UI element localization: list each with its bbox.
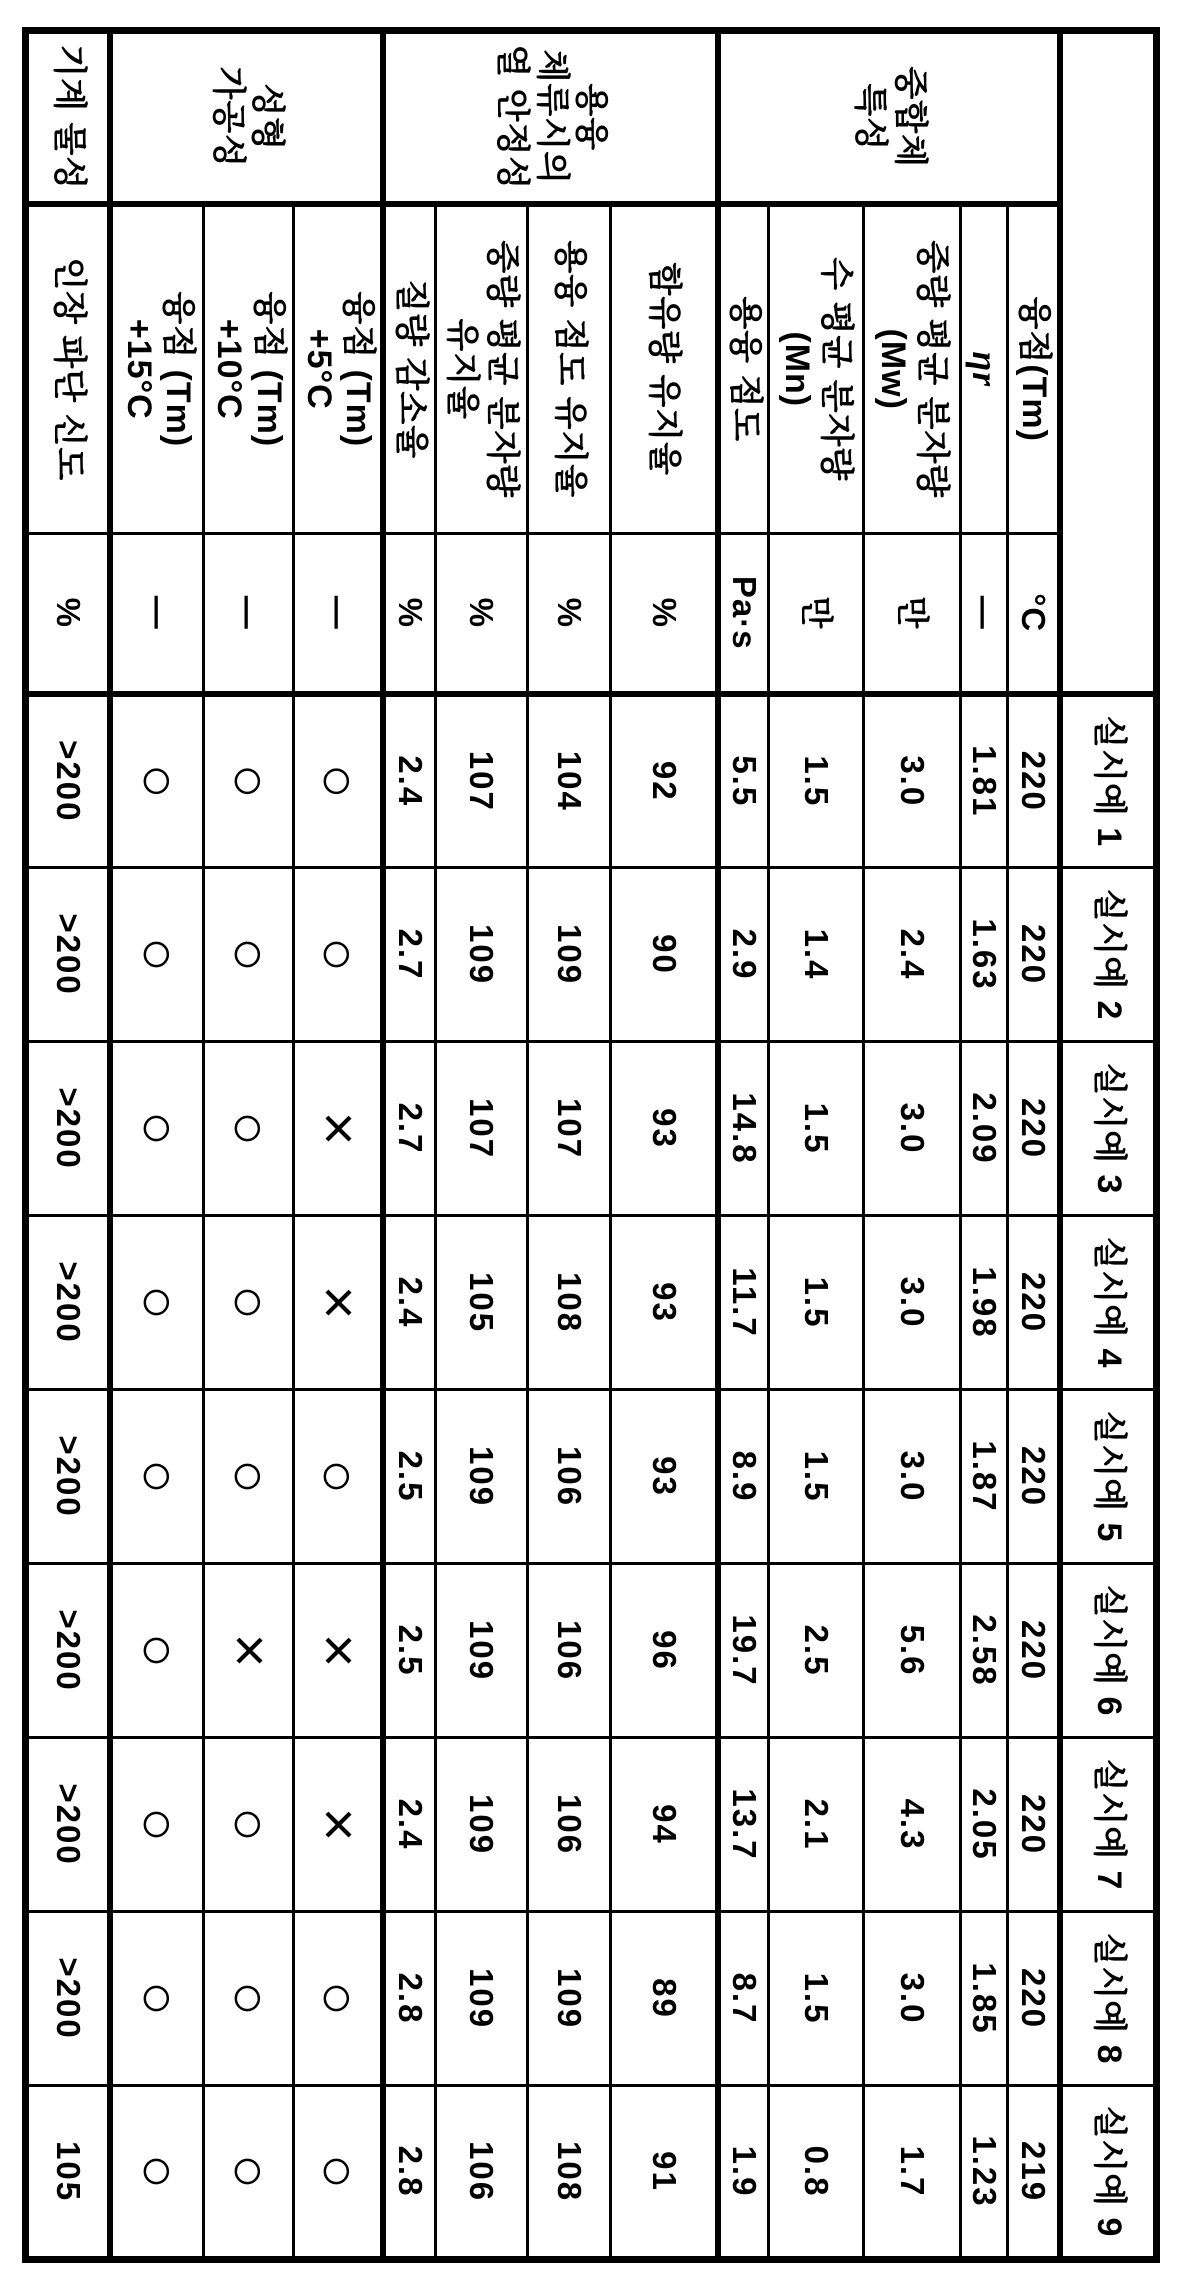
property-label <box>769 204 864 534</box>
label-line: 유지율 <box>443 318 482 421</box>
property-label <box>204 204 294 534</box>
label-line: 중량 평균 분자량 <box>482 240 521 499</box>
property-label: 질량 감소율 <box>384 204 436 534</box>
category-line: 가공성 <box>209 66 247 169</box>
value-cell: 106 <box>528 1564 611 1738</box>
value-cell: 0.8 <box>769 2086 864 2260</box>
unit-cell: % <box>528 534 611 694</box>
value-cell: 220 <box>1008 1042 1061 1216</box>
row-number-average-mn <box>769 31 864 2260</box>
value-cell: 109 <box>436 1738 528 1912</box>
value-cell: 220 <box>1008 868 1061 1042</box>
category-cell-mechanical-properties <box>26 31 111 204</box>
value-cell: 2.09 <box>961 1042 1008 1216</box>
value-cell: 2.5 <box>384 1390 436 1564</box>
value-cell: ○ <box>204 2086 294 2260</box>
value-cell: 2.05 <box>961 1738 1008 1912</box>
row-tensile-elongation <box>26 31 111 2260</box>
label-line: 중량 평균 분자량 <box>913 240 952 499</box>
value-cell: 220 <box>1008 694 1061 868</box>
value-cell: 220 <box>1008 1390 1061 1564</box>
unit-cell: % <box>384 534 436 694</box>
row-mw-retention <box>436 31 528 2260</box>
row-weight-average-mw <box>864 31 961 2260</box>
unit-cell: % <box>611 534 719 694</box>
column-header-example-3: 실시예 3 <box>1061 1042 1157 1216</box>
property-label: 용융 점도 <box>719 204 769 534</box>
value-cell: 107 <box>436 1042 528 1216</box>
value-cell: ○ <box>111 1390 204 1564</box>
value-cell: 219 <box>1008 2086 1061 2260</box>
value-cell: ○ <box>204 1738 294 1912</box>
corner-cell <box>1061 31 1157 694</box>
value-cell: 13.7 <box>719 1738 769 1912</box>
column-header-example-1: 실시예 1 <box>1061 694 1157 868</box>
value-cell: 2.58 <box>961 1564 1008 1738</box>
value-cell: 220 <box>1008 1738 1061 1912</box>
row-molding-tm-plus-10 <box>204 31 294 2260</box>
value-cell: >200 <box>26 1912 111 2086</box>
value-cell: 2.5 <box>384 1564 436 1738</box>
header-row <box>1061 31 1157 2260</box>
value-cell: ○ <box>204 1042 294 1216</box>
value-cell: 91 <box>611 2086 719 2260</box>
row-molding-tm-plus-5 <box>294 31 384 2260</box>
value-cell: >200 <box>26 1390 111 1564</box>
unit-cell: % <box>436 534 528 694</box>
value-cell: × <box>294 1564 384 1738</box>
value-cell: 5.5 <box>719 694 769 868</box>
value-cell: >200 <box>26 1216 111 1390</box>
value-cell: 92 <box>611 694 719 868</box>
label-line: +15°C <box>119 318 158 420</box>
property-label <box>436 204 528 534</box>
value-cell: 104 <box>528 694 611 868</box>
value-cell: 108 <box>528 1216 611 1390</box>
value-cell: 2.4 <box>384 1738 436 1912</box>
value-cell: 8.7 <box>719 1912 769 2086</box>
unit-cell: 만 <box>769 534 864 694</box>
value-cell: 109 <box>436 1390 528 1564</box>
unit-cell: °C <box>1008 534 1061 694</box>
unit-cell: — <box>204 534 294 694</box>
value-cell: 14.8 <box>719 1042 769 1216</box>
value-cell: ○ <box>204 1912 294 2086</box>
value-cell: 2.1 <box>769 1738 864 1912</box>
value-cell: >200 <box>26 1738 111 1912</box>
value-cell: ○ <box>111 2086 204 2260</box>
value-cell: 3.0 <box>864 1912 961 2086</box>
value-cell: 2.5 <box>769 1564 864 1738</box>
value-cell: 1.85 <box>961 1912 1008 2086</box>
unit-cell: 만 <box>864 534 961 694</box>
value-cell: 89 <box>611 1912 719 2086</box>
label-line: (Mn) <box>778 331 816 408</box>
value-cell: 220 <box>1008 1216 1061 1390</box>
unit-cell: — <box>111 534 204 694</box>
column-header-example-4: 실시예 4 <box>1061 1216 1157 1390</box>
value-cell: 19.7 <box>719 1564 769 1738</box>
value-cell: 1.5 <box>769 1216 864 1390</box>
value-cell: 1.98 <box>961 1216 1008 1390</box>
property-label <box>111 204 204 534</box>
value-cell: 105 <box>26 2086 111 2260</box>
column-header-example-8: 실시예 8 <box>1061 1912 1157 2086</box>
row-melting-point <box>1008 31 1061 2260</box>
value-cell: 2.9 <box>719 868 769 1042</box>
value-cell: 2.8 <box>384 2086 436 2260</box>
value-cell: 220 <box>1008 1564 1061 1738</box>
property-label: 융점(Tm) <box>1008 204 1061 534</box>
row-melt-viscosity <box>719 31 769 2260</box>
value-cell: 2.8 <box>384 1912 436 2086</box>
value-cell: >200 <box>26 1042 111 1216</box>
column-header-example-6: 실시예 6 <box>1061 1564 1157 1738</box>
value-cell: 1.23 <box>961 2086 1008 2260</box>
value-cell: 5.6 <box>864 1564 961 1738</box>
label-line: (Mw) <box>874 328 912 410</box>
value-cell: >200 <box>26 694 111 868</box>
value-cell: ○ <box>204 1390 294 1564</box>
category-line: 열 안정성 <box>493 44 532 191</box>
value-cell: 11.7 <box>719 1216 769 1390</box>
row-relative-viscosity <box>961 31 1008 2260</box>
category-line: 중합체 <box>890 66 929 169</box>
value-cell: × <box>294 1042 384 1216</box>
value-cell: 107 <box>436 694 528 868</box>
value-cell: 93 <box>611 1216 719 1390</box>
value-cell: ○ <box>294 1912 384 2086</box>
value-cell: 1.5 <box>769 1912 864 2086</box>
value-cell: 109 <box>436 868 528 1042</box>
unit-cell: Pa·s <box>719 534 769 694</box>
value-cell: × <box>294 1738 384 1912</box>
row-molding-tm-plus-15 <box>111 31 204 2260</box>
unit-cell: % <box>26 534 111 694</box>
category-cell-molding-processability <box>111 31 384 204</box>
label-line: 융점 (Tm) <box>338 291 377 448</box>
value-cell: × <box>294 1216 384 1390</box>
unit-cell: — <box>961 534 1008 694</box>
value-cell: ○ <box>111 1564 204 1738</box>
value-cell: × <box>204 1564 294 1738</box>
value-cell: ○ <box>294 694 384 868</box>
value-cell: 3.0 <box>864 1216 961 1390</box>
label-line: 융점 (Tm) <box>249 291 288 448</box>
value-cell: 1.9 <box>719 2086 769 2260</box>
value-cell: 3.0 <box>864 1042 961 1216</box>
value-cell: 2.7 <box>384 868 436 1042</box>
value-cell: 3.0 <box>864 694 961 868</box>
value-cell: 2.7 <box>384 1042 436 1216</box>
value-cell: ○ <box>294 2086 384 2260</box>
row-content-retention <box>611 31 719 2260</box>
column-header-example-2: 실시예 2 <box>1061 868 1157 1042</box>
value-cell: 1.4 <box>769 868 864 1042</box>
category-line: 특성 <box>851 83 890 152</box>
property-label <box>294 204 384 534</box>
label-line: +10°C <box>210 318 249 420</box>
property-label: 용융 점도 유지율 <box>528 204 611 534</box>
value-cell: 107 <box>528 1042 611 1216</box>
value-cell: ○ <box>294 868 384 1042</box>
category-line: 체류시의 <box>532 49 571 185</box>
value-cell: 1.5 <box>769 1390 864 1564</box>
value-cell: >200 <box>26 1564 111 1738</box>
value-cell: 220 <box>1008 1912 1061 2086</box>
property-label: ηr <box>961 204 1008 534</box>
row-mass-loss-rate <box>384 31 436 2260</box>
property-label: 인장 파단 신도 <box>26 204 111 534</box>
value-cell: 3.0 <box>864 1390 961 1564</box>
value-cell: 105 <box>436 1216 528 1390</box>
value-cell: ○ <box>204 868 294 1042</box>
value-cell: 8.9 <box>719 1390 769 1564</box>
label-line: 융점 (Tm) <box>158 291 197 448</box>
value-cell: 1.81 <box>961 694 1008 868</box>
value-cell: 96 <box>611 1564 719 1738</box>
value-cell: 93 <box>611 1042 719 1216</box>
category-line: 용융 <box>571 83 610 152</box>
value-cell: 109 <box>436 1564 528 1738</box>
value-cell: ○ <box>111 1216 204 1390</box>
value-cell: 1.5 <box>769 1042 864 1216</box>
category-line: 성형 <box>248 83 287 152</box>
property-label <box>864 204 961 534</box>
value-cell: ○ <box>111 1912 204 2086</box>
value-cell: 109 <box>436 1912 528 2086</box>
value-cell: 2.4 <box>864 868 961 1042</box>
value-cell: 106 <box>528 1390 611 1564</box>
column-header-example-5: 실시예 5 <box>1061 1390 1157 1564</box>
value-cell: 106 <box>436 2086 528 2260</box>
value-cell: ○ <box>111 1738 204 1912</box>
value-cell: 93 <box>611 1390 719 1564</box>
category-line: 기계 물성 <box>49 44 88 191</box>
label-line: 수 평균 분자량 <box>817 257 856 482</box>
value-cell: 1.87 <box>961 1390 1008 1564</box>
value-cell: 94 <box>611 1738 719 1912</box>
value-cell: 2.4 <box>384 1216 436 1390</box>
value-cell: 1.7 <box>864 2086 961 2260</box>
value-cell: 1.5 <box>769 694 864 868</box>
value-cell: 109 <box>528 1912 611 2086</box>
value-cell: ○ <box>111 1042 204 1216</box>
label-line: +5°C <box>299 328 338 410</box>
value-cell: ○ <box>111 694 204 868</box>
value-cell: ○ <box>204 694 294 868</box>
value-cell: 4.3 <box>864 1738 961 1912</box>
value-cell: 109 <box>528 868 611 1042</box>
value-cell: >200 <box>26 868 111 1042</box>
property-label: 함유량 유지율 <box>611 204 719 534</box>
value-cell: 2.4 <box>384 694 436 868</box>
value-cell: ○ <box>204 1216 294 1390</box>
value-cell: ○ <box>294 1390 384 1564</box>
category-cell-polymer-properties <box>719 31 1061 204</box>
column-header-example-9: 실시예 9 <box>1061 2086 1157 2260</box>
value-cell: 1.63 <box>961 868 1008 1042</box>
category-cell-melt-residence-thermal-stability <box>384 31 719 204</box>
value-cell: 90 <box>611 868 719 1042</box>
properties-table <box>22 27 1160 2263</box>
value-cell: ○ <box>111 868 204 1042</box>
value-cell: 108 <box>528 2086 611 2260</box>
column-header-example-7: 실시예 7 <box>1061 1738 1157 1912</box>
row-melt-viscosity-retention <box>528 31 611 2260</box>
unit-cell: — <box>294 534 384 694</box>
value-cell: 106 <box>528 1738 611 1912</box>
